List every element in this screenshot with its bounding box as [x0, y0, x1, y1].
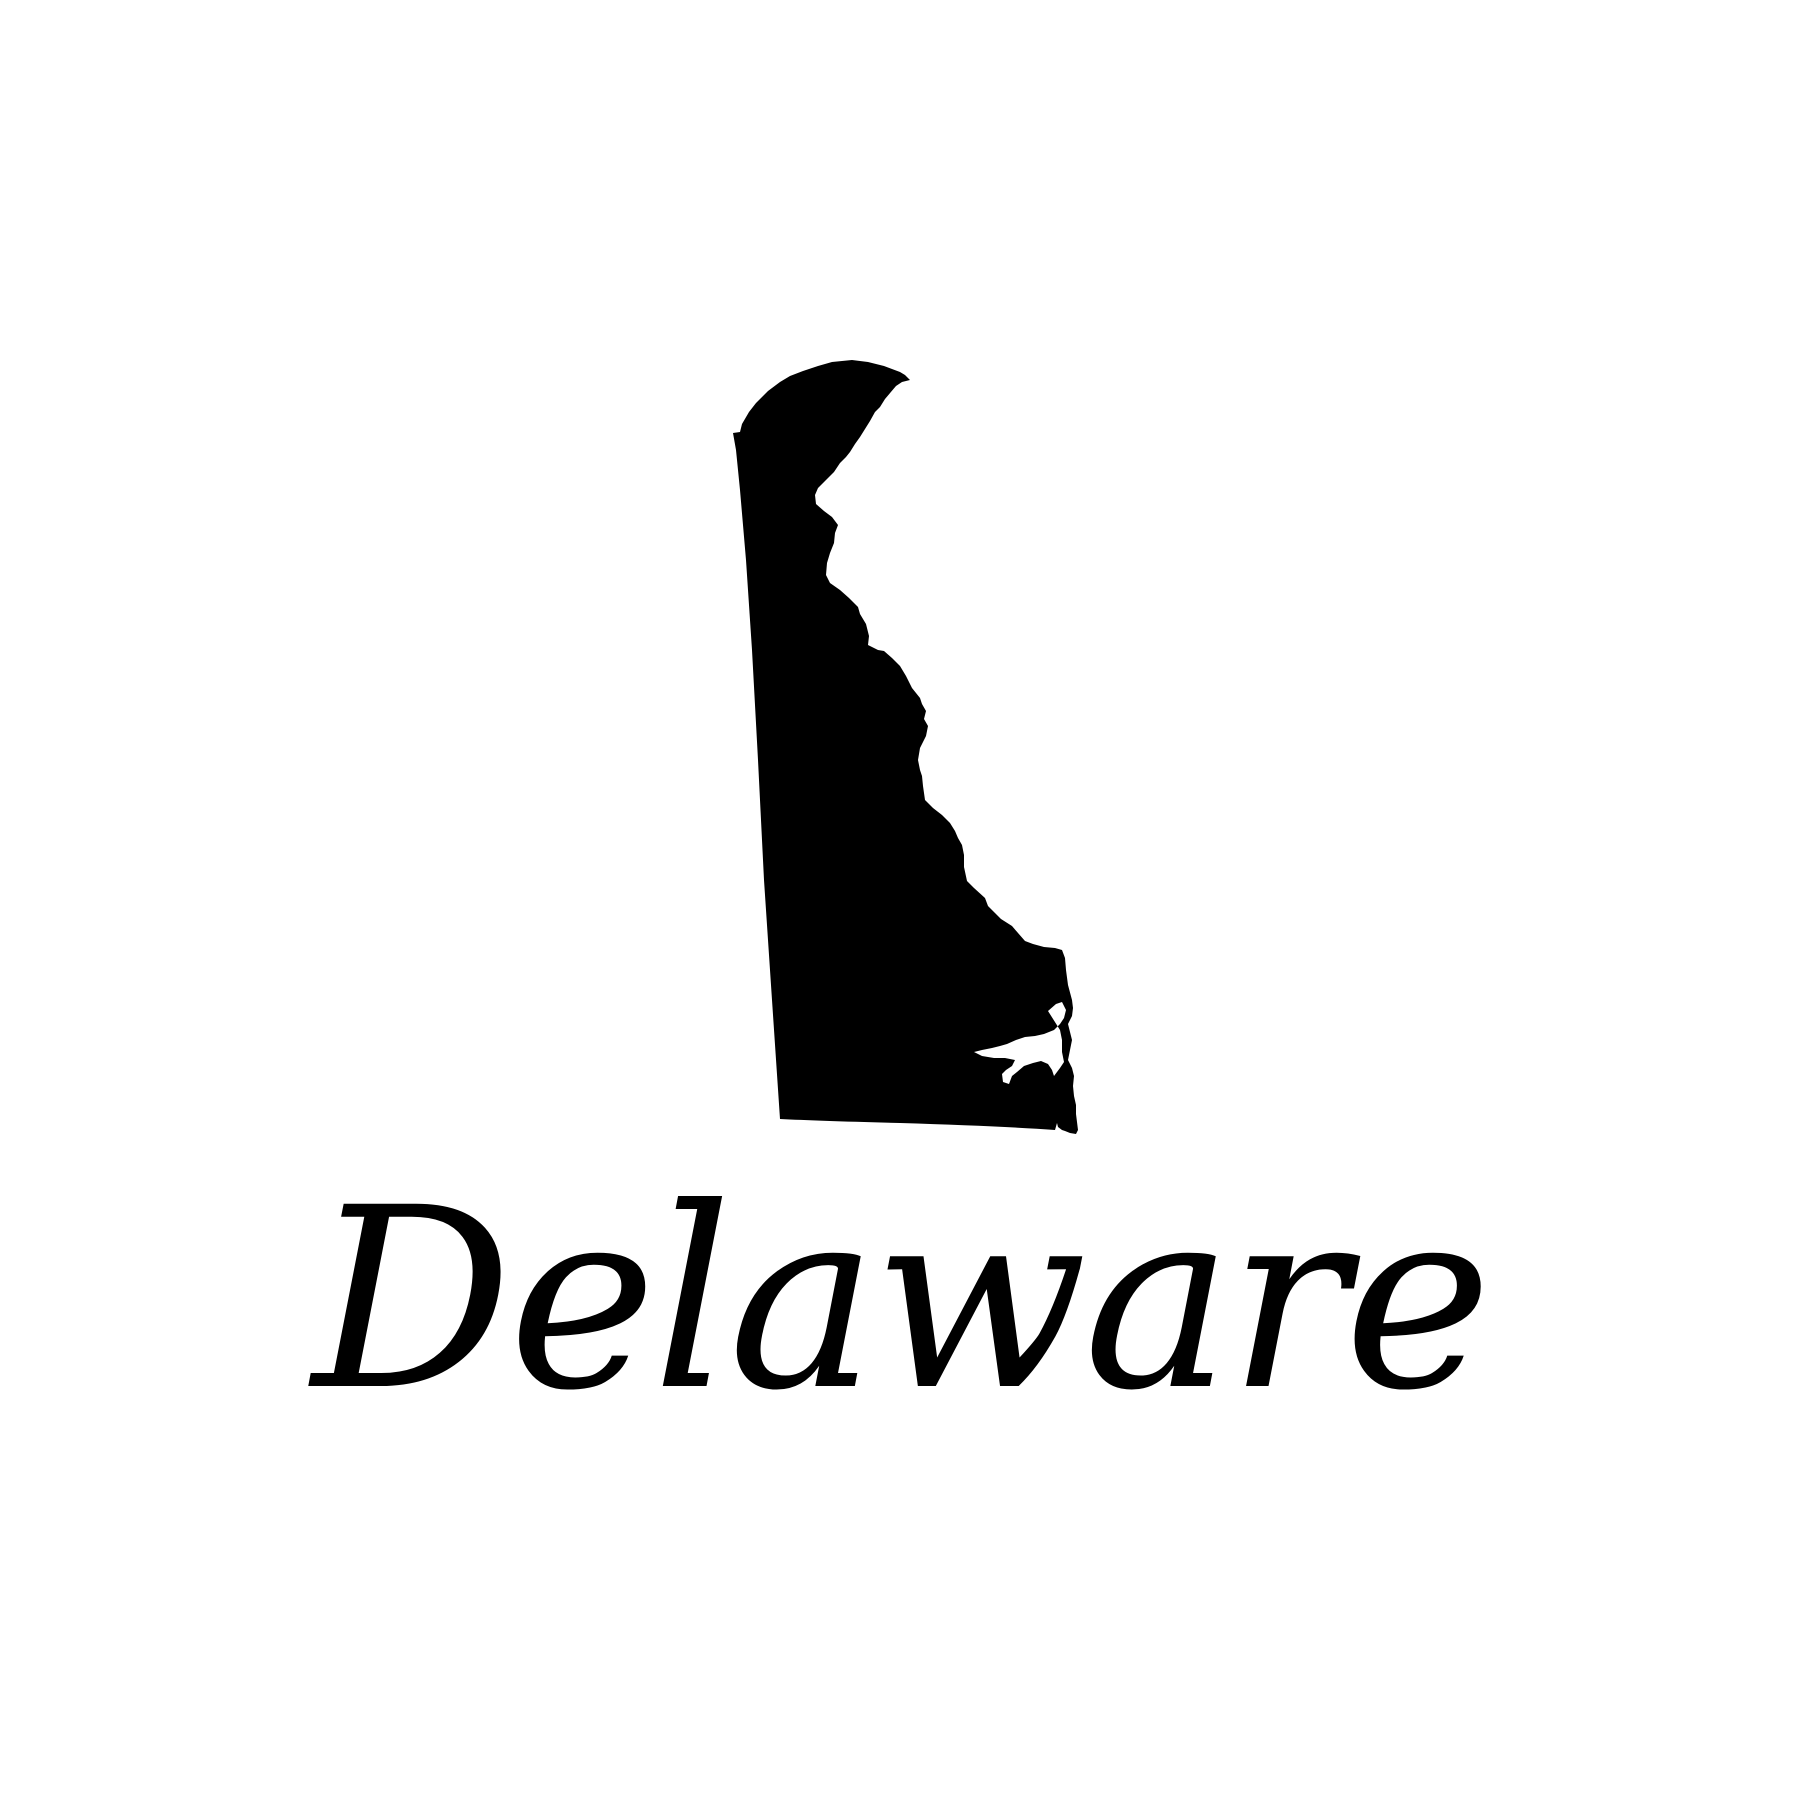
state-name-title: Delaware [312, 1154, 1488, 1445]
delaware-state-shape [733, 360, 1078, 1134]
